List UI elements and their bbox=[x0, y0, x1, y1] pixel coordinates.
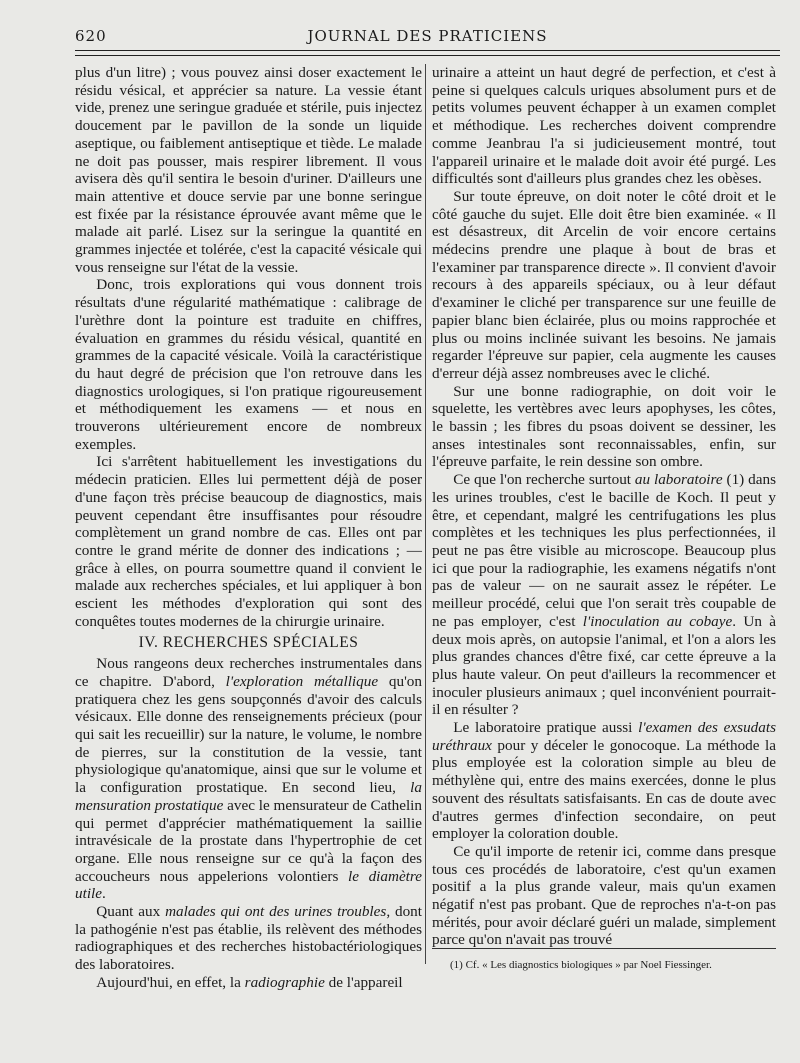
paragraph: urinaire a atteint un haut degré de perfection, et c'est à peine si quelques calculs uriques absolument purs et de petits volumes peuvent échapper à un examen complet et méthodique. Les recherches doivent comprendre comme Jeanbrau l'a si judicieusement montré, tout l'appareil urinaire et le malade doit avoir été purgé. Les difficultés sont d'ailleurs plus grandes chez les obèses. bbox=[432, 64, 776, 188]
header-rule-top bbox=[75, 50, 780, 51]
paragraph: Quant aux malades qui ont des urines troubles, dont la pathogénie n'est pas établie, ils relèvent des méthodes radiographiques et des recherches histobactériologiques des laboratoires. bbox=[75, 903, 422, 974]
paragraph: Donc, trois explorations qui vous donnent trois résultats d'une régularité mathématique : calibrage de l'urèthre dont la pointure est traduite en chiffres, évaluation en grammes du résidu vésical, quantité en grammes de la capacité vésicale. Voilà la caractéristique du haut degré de précision que l'on retrouve dans les diagnostics urologiques, si l'on pratique rigoureusement et méthodiquement les examens — et nous en trouverons ultérieurement encore de nombreux exemples. bbox=[75, 276, 422, 453]
section-heading: IV. RECHERCHES SPÉCIALES bbox=[138, 633, 359, 651]
column-divider bbox=[425, 64, 426, 964]
right-column bbox=[432, 64, 776, 949]
paragraph: Sur toute épreuve, on doit noter le côté droit et le côté gauche du sujet. Elle doit être bien examinée. « Il est désastreux, dit Arcelin de voir encore certains médecins prendre une plaque à bout de bras et l'examiner par transparence directe ». Il convient d'avoir recours à des appareils spéciaux, ou à leur défaut d'examiner le cliché per transparence sur une feuille de papier blanc bien éclairée, plus ou moins rapprochée et plus ou moins inclinée suivant les besoins. Ne jamais regarder l'épreuve sur papier, cela augmente les causes d'erreur déjà assez nombreuses avec le cliché. bbox=[432, 187, 776, 382]
paragraph: Ce qu'il importe de retenir ici, comme dans presque tous ces procédés de laboratoire, c'est qu'un examen positif a la plus grande valeur, mais qu'un examen négatif n'est pas probant. Que de reproches n'a-t-on pas mérités, pour avoir déclaré guéri un malade, simplement parce qu'on n'avait pas trouvé bbox=[432, 842, 776, 949]
left-column bbox=[75, 64, 422, 992]
paragraph: Aujourd'hui, en effet, la radiographie de l'appareil bbox=[96, 973, 403, 991]
page-number: 620 bbox=[75, 27, 107, 45]
paragraph: Nous rangeons deux recherches instrumentales dans ce chapitre. D'abord, l'exploration métallique qu'on pratiquera chez les gens soupçonnés d'avoir des calculs vésicaux. Elle donne des renseignements précieux (pour qui sait les recueillir) sur la nature, le volume, le nombre de pierres, sur la constitution de la vessie, tant physiologique qu'anatomique, ainsi que sur le volume et la configuration prostatique. En second lieu, la mensuration prostatique avec le mensurateur de Cathelin qui permet d'apprécier mathématiquement la saillie intravésicale de la prostate dans l'hypertrophie de cet organe. Elle nous renseigne sur ce qu'à la façon des accoucheurs nous appelerions volontiers le diamètre utile. bbox=[75, 655, 422, 903]
paragraph: Ici s'arrêtent habituellement les investigations du médecin praticien. Elles lui permettent déjà de poser d'une façon très précise beaucoup de diagnostics, mais peuvent cependant être insuffisantes pour résoudre complètement un grand nombre de cas. Elles ont par contre le grand mérite de donner des indications ; — grâce à elles, on pourra soumettre quand il convient le malade aux recherches spéciales, et lui appliquer à bon escient les méthodes d'exploration qui sont des conquêtes toutes modernes de la chirurgie urinaire. bbox=[75, 453, 422, 630]
page-header bbox=[75, 27, 780, 49]
header-rule-bottom bbox=[75, 55, 780, 56]
paragraph: plus d'un litre) ; vous pouvez ainsi doser exactement le résidu vésical, et apprécier sa nature. La vessie étant vide, prenez une seringue graduée et stérile, puis injectez doucement par le pavillon de la sonde un liquide aseptique, ou faiblement antiseptique et tiède. Le malade ne doit pas pousser, mais respirer librement. Il vous avisera dès qu'il sentira le besoin d'uriner. D'ailleurs une main attentive et douce servie par une bonne seringue est fixée par la résistance éprouvée avant même que le malade ait parlé. Lisez sur la seringue la quantité en grammes injectée et tolérée, c'est la capacité vésicale qui vous renseigne sur l'état de la vessie. bbox=[75, 64, 422, 276]
footnote: (1) Cf. « Les diagnostics biologiques » par Noel Fiessinger. bbox=[450, 959, 712, 971]
paragraph: Sur une bonne radiographie, on doit voir le squelette, les vertèbres avec leurs apophyses, les côtes, le bassin ; les fibres du psoas doivent se dessiner, les anses intestinales sont reconnaissables, enfin, sur l'épreuve parfaite, le rein dessine son ombre. bbox=[432, 382, 776, 471]
journal-title: JOURNAL DES PRATICIENS bbox=[307, 27, 548, 45]
paragraph: Le laboratoire pratique aussi l'examen des exsudats uréthraux pour y déceler le gonocoque. La méthode la plus employée est la coloration simple au bleu de méthylène qui, entre des mains exercées, donne le plus souvent des résultats satisfaisants. En cas de doute avec d'autres germes d'infection secondaire, on peut employer la coloration double. bbox=[432, 719, 776, 843]
footnote-rule bbox=[432, 948, 776, 949]
paragraph: Ce que l'on recherche surtout au laboratoire (1) dans les urines troubles, c'est le bacille de Koch. Il peut y être, et cependant, malgré les centrifugations les plus complètes et les techniques les plus perfectionnées, il peut ne pas être visible au microscope. Beaucoup plus ici que pour la radiographie, les examens négatifs n'ont pas de valeur — on ne saurait assez le répéter. Le meilleur procédé, celui que l'on serait très coupable de ne pas employer, c'est l'inoculation au cobaye. Un à deux mois après, on autopsie l'animal, et l'on a alors les plus grandes chances d'être fixé, car cette épreuve a la plus haute valeur. On peut d'ailleurs la recommencer et inoculer plusieurs animaux ; quel inconvénient pourrait-il en résulter ? bbox=[432, 471, 776, 719]
